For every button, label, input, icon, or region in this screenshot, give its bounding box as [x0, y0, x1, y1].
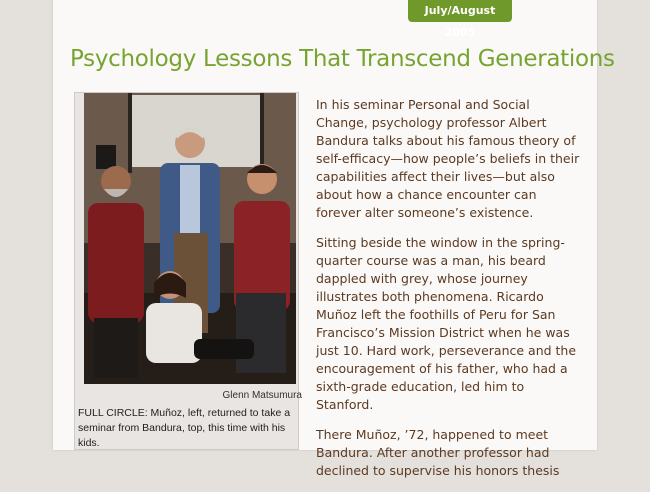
article-title: Psychology Lessons That Transcend Generations [70, 46, 615, 72]
photo-caption: FULL CIRCLE: Muñoz, left, returned to take a seminar from Bandura, top, this time with his kids. [78, 407, 291, 449]
issue-date-tab[interactable]: July/August 2005 [408, 0, 512, 22]
article-paragraph: In his seminar Personal and Social Change, psychology professor Albert Bandura talks about his famous theory of self-efficacy—how people’s beliefs in their capabilities affect their lives—but also about how a chance encounter can forever alter someone’s existence. [316, 97, 580, 220]
article-body [316, 96, 580, 492]
photo-credit: Glenn Matsumura [222, 390, 302, 401]
article-paragraph: Sitting beside the window in the spring-quarter course was a man, his beard dappled with grey, whose journey illustrates both phenomena. Ricardo Muñoz left the foothills of Peru for San Francisco’s Mission District when he was just 10. Hard work, perseverance and the encouragement of his father, who had a sixth-grade education, led him to Stanford. [316, 235, 577, 412]
article-photo [84, 93, 296, 384]
article-paragraph: There Muñoz, ’72, happened to meet Bandura. After another professor had declined to supervise his honors thesis [316, 427, 560, 478]
